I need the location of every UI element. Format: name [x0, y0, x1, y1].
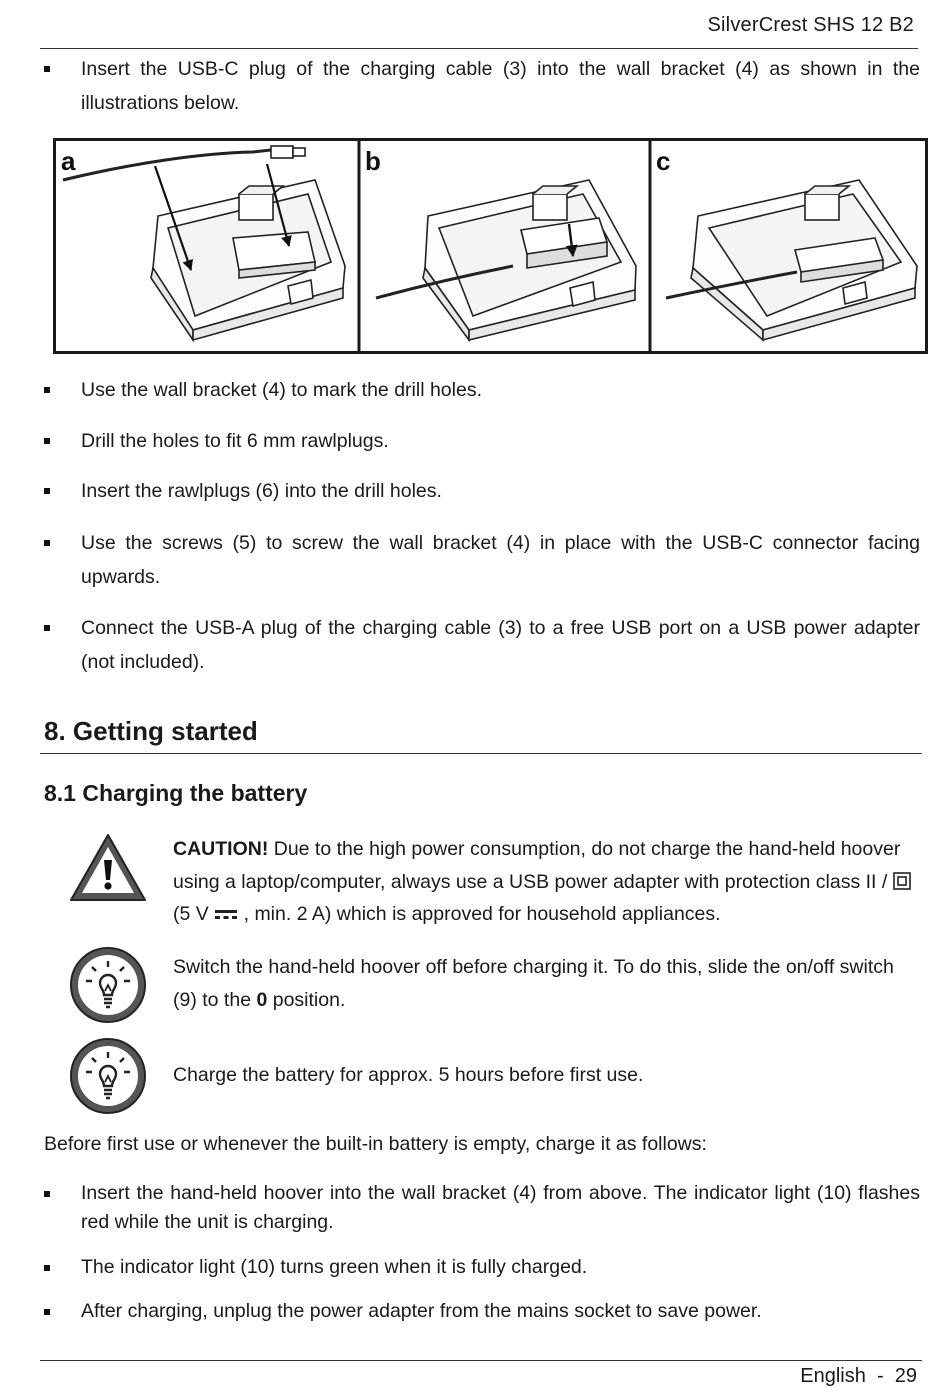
list-item-text: The indicator light (10) turns green when it is fully charged. — [81, 1256, 588, 1278]
caution-label: CAUTION! — [173, 838, 269, 860]
panel-b-label: b — [365, 146, 381, 176]
list-item-text: Insert the rawlplugs (6) into the drill holes. — [81, 480, 442, 502]
section-heading: 8. Getting started — [44, 716, 258, 746]
tip-switch-notice — [173, 951, 923, 1016]
list-item — [44, 373, 920, 407]
bullet-marker — [44, 1265, 50, 1271]
list-item — [44, 424, 920, 458]
list-item — [44, 474, 920, 508]
page-footer: English - 29 — [800, 1365, 917, 1387]
caution-tail-text: , min. 2 A) which is approved for household appliances. — [238, 903, 721, 925]
warning-triangle-icon — [68, 830, 148, 910]
caution-notice — [173, 833, 923, 931]
panel-c-label: c — [656, 146, 671, 176]
list-item-text: After charging, unplug the power adapter from the mains socket to save power. — [81, 1300, 762, 1322]
bullet-marker — [44, 1309, 50, 1315]
list-item — [44, 611, 920, 679]
tip-switch-tail: position. — [267, 988, 346, 1011]
header-rule — [40, 48, 918, 49]
bullet-marker — [44, 66, 50, 72]
tip-switch-text: Switch the hand-held hoover off before charging it. To do this, slide the on/off switch (9) to the — [173, 956, 894, 1011]
bracket-illustration — [53, 138, 928, 354]
section-rule — [40, 753, 922, 754]
list-item — [44, 1253, 920, 1282]
lightbulb-tip-icon — [68, 1036, 148, 1116]
list-item — [44, 52, 920, 120]
subsection-heading: 8.1 Charging the battery — [44, 780, 308, 806]
direct-current-icon — [214, 908, 238, 922]
header-title: SilverCrest SHS 12 B2 — [707, 14, 914, 36]
list-item-text: Insert the USB-C plug of the charging cable (3) into the wall bracket (4) as shown in the illustrations below. — [81, 58, 920, 114]
panel-a-label: a — [61, 146, 76, 176]
list-item — [44, 526, 920, 594]
list-item — [44, 1179, 920, 1237]
caution-text: Due to the high power consumption, do not charge the hand-held hoover using a laptop/computer, always use a USB power adapter with protection class II / — [173, 838, 901, 893]
list-item-text: Use the screws (5) to screw the wall bracket (4) in place with the USB-C connector facing upwards. — [81, 532, 920, 588]
list-item-text: Use the wall bracket (4) to mark the drill holes. — [81, 379, 482, 401]
list-item-text: Drill the holes to fit 6 mm rawlplugs. — [81, 430, 389, 452]
bullet-marker — [44, 540, 50, 546]
bullet-marker — [44, 387, 50, 393]
tip-charge-notice: Charge the battery for approx. 5 hours before first use. — [173, 1064, 644, 1086]
list-item-text: Connect the USB-A plug of the charging cable (3) to a free USB port on a USB power adapter (not included). — [81, 617, 920, 673]
protection-class-ii-icon — [893, 872, 911, 890]
lightbulb-tip-icon — [68, 945, 148, 1025]
list-item — [44, 1297, 920, 1326]
list-item-text: Insert the hand-held hoover into the wall bracket (4) from above. The indicator light (10) flashes red while the unit is charging. — [81, 1182, 920, 1233]
bullet-marker — [44, 1191, 50, 1197]
bullet-marker — [44, 438, 50, 444]
footer-rule — [40, 1360, 922, 1361]
bullet-marker — [44, 625, 50, 631]
bullet-marker — [44, 488, 50, 494]
charging-intro: Before first use or whenever the built-in battery is empty, charge it as follows: — [44, 1133, 707, 1155]
switch-position-value: 0 — [256, 988, 268, 1011]
caution-voltage-text: (5 V — [173, 903, 215, 925]
